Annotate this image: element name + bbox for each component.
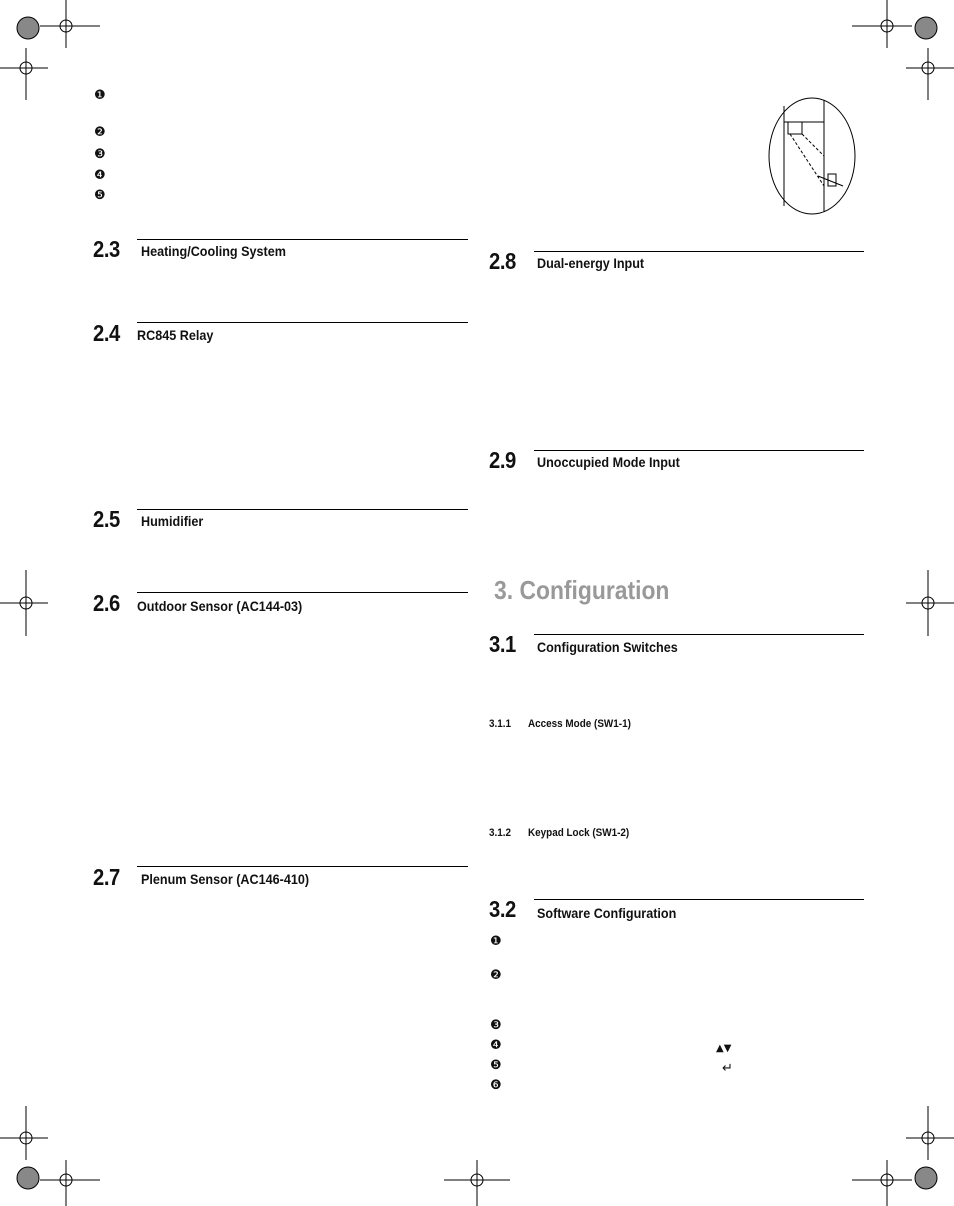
section-title: Unoccupied Mode Input	[537, 454, 680, 470]
section-number: 2.9	[489, 447, 516, 473]
section-number: 2.5	[93, 506, 120, 532]
subsection-number: 3.1.2	[489, 827, 512, 839]
subsection-title: Keypad Lock (SW1-2)	[528, 827, 630, 839]
chapter-title: 3. Configuration	[494, 575, 670, 605]
section-title: RC845 Relay	[137, 327, 214, 343]
section-rule	[534, 251, 864, 252]
step-marker: ❺	[490, 1058, 502, 1073]
section-rule	[137, 509, 468, 510]
subsection-number: 3.1.1	[489, 718, 512, 730]
section-title: Configuration Switches	[537, 639, 678, 655]
section-number: 2.7	[93, 864, 120, 890]
section-title: Plenum Sensor (AC146-410)	[141, 871, 310, 887]
section-rule	[534, 634, 864, 635]
enter-key-icon: ↵	[722, 1061, 733, 1076]
step-marker: ❶	[94, 88, 106, 103]
step-marker: ❹	[94, 168, 106, 183]
section-rule	[534, 899, 864, 900]
section-number: 2.4	[93, 320, 120, 346]
section-title: Software Configuration	[537, 905, 677, 921]
section-rule	[137, 239, 468, 240]
section-number: 2.6	[93, 590, 120, 616]
section-rule	[137, 592, 468, 593]
section-rule	[137, 866, 468, 867]
step-marker: ❻	[490, 1078, 502, 1093]
section-number: 2.3	[93, 236, 120, 262]
section-number: 3.1	[489, 631, 516, 657]
subsection-title: Access Mode (SW1-1)	[528, 718, 631, 730]
section-title: Heating/Cooling System	[141, 243, 286, 259]
step-marker: ❸	[94, 147, 106, 162]
section-title: Humidifier	[141, 513, 204, 529]
section-title: Dual-energy Input	[537, 255, 645, 271]
step-marker: ❶	[490, 934, 502, 949]
section-rule	[534, 450, 864, 451]
step-marker: ❺	[94, 188, 106, 203]
section-number: 3.2	[489, 896, 516, 922]
section-number: 2.8	[489, 248, 516, 274]
step-marker: ❷	[94, 125, 106, 140]
installation-illustration	[768, 96, 858, 216]
step-marker: ❷	[490, 968, 502, 983]
section-title: Outdoor Sensor (AC144-03)	[137, 598, 303, 614]
step-marker: ❹	[490, 1038, 502, 1053]
step-marker: ❸	[490, 1018, 502, 1033]
section-rule	[137, 322, 468, 323]
up-down-arrows-icon: ▲▼	[716, 1043, 732, 1054]
